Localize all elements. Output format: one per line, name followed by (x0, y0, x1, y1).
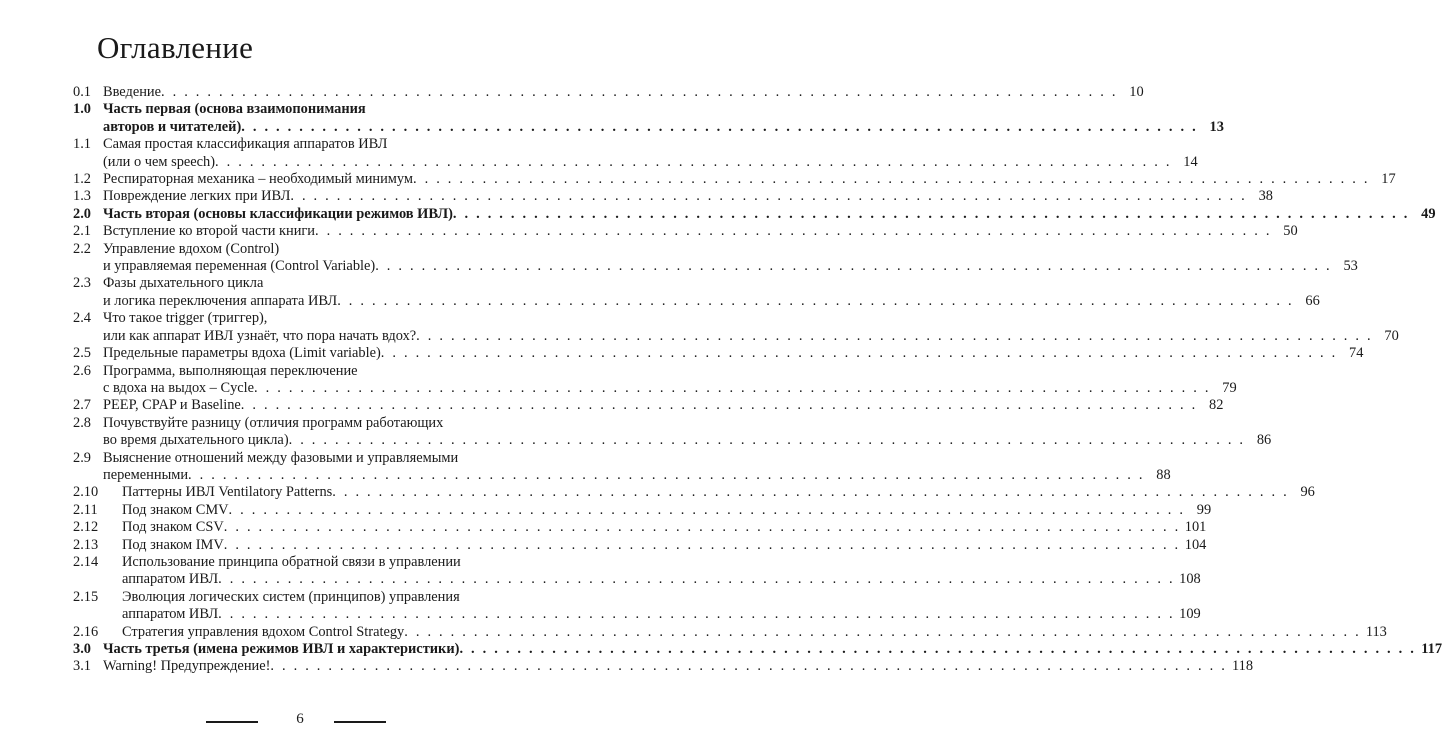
toc-entry-line (103, 136, 525, 153)
toc-entry-title: Введение (103, 84, 162, 100)
toc-entry-page: 113 (1365, 623, 1387, 640)
toc-leader-dots (289, 432, 1246, 449)
toc-entry[interactable] (73, 414, 1272, 450)
toc-entry-title: Часть вторая (основы классификации режимов ИВЛ) (103, 205, 453, 222)
toc-leader-dots (224, 519, 1181, 536)
toc-entry-body (103, 449, 1171, 485)
toc-entry-body (103, 397, 1224, 414)
toc-entry-line (103, 345, 1364, 362)
toc-entry-body (122, 588, 1201, 624)
toc-entry[interactable] (73, 658, 1254, 675)
toc-entry-number: 2.16 (73, 623, 99, 640)
toc-entry-number: 0.1 (73, 84, 91, 100)
toc-entry-page: 14 (1183, 153, 1198, 170)
toc-entry-line (103, 466, 1171, 484)
toc-entry-body (103, 136, 1198, 171)
toc-entry-body (103, 84, 1144, 101)
toc-entry-page: 70 (1384, 327, 1399, 344)
toc-leader-dots (413, 171, 1370, 188)
toc-entry-body (122, 623, 1387, 641)
toc-leader-dots (270, 658, 1227, 675)
toc-entry-title: или как аппарат ИВЛ узнаёт, что пора начать вдох? (103, 327, 417, 344)
toc-entry[interactable] (73, 588, 1201, 624)
toc-entry-number: 2.14 (73, 553, 99, 570)
toc-entry-title: Часть первая (основа взаимопонимания (103, 101, 366, 118)
toc-entry-number: 2.6 (73, 362, 91, 379)
toc-entry-title: Почувствуйте разницу (отличия программ работающих (103, 414, 444, 431)
toc-leader-dots (188, 467, 1145, 484)
toc-leader-dots (241, 119, 1198, 136)
toc-leader-dots (241, 397, 1198, 414)
toc-entry-body (103, 171, 1396, 188)
toc-entry-page: 66 (1305, 292, 1320, 309)
toc-entry-title: Что такое trigger (триггер), (103, 310, 268, 327)
toc-leader-dots (404, 624, 1361, 641)
toc-entry-page: 101 (1184, 519, 1207, 536)
toc-entry[interactable] (73, 397, 1224, 414)
footer-rule-right (334, 721, 386, 723)
toc-entry[interactable] (73, 623, 1387, 641)
toc-entry-title: Программа, выполняющая переключение (103, 362, 358, 379)
toc-entry[interactable] (73, 310, 1399, 345)
toc-entry-body (103, 658, 1254, 675)
toc-leader-dots (315, 223, 1272, 240)
toc-entry-number: 3.0 (73, 641, 91, 657)
toc-entry-number: 2.15 (73, 588, 99, 605)
toc-entry-line (103, 641, 1442, 658)
toc-entry-title: Предельные параметры вдоха (Limit variable) (103, 345, 381, 362)
toc-entry-line (122, 623, 1387, 641)
toc-entry-line (122, 606, 1201, 623)
toc-entry[interactable] (73, 345, 1364, 362)
toc-entry-page: 108 (1179, 571, 1201, 588)
toc-entry-page: 13 (1209, 118, 1224, 135)
toc-leader-dots (459, 641, 1416, 658)
toc-entry[interactable] (73, 362, 1237, 398)
toc-entry-page: 10 (1129, 84, 1144, 100)
toc-entry-title: Паттерны ИВЛ Ventilatory Patterns (122, 484, 333, 501)
toc-entry-line (103, 188, 1273, 205)
toc-leader-dots (453, 206, 1410, 223)
toc-entry-body (103, 240, 1358, 276)
toc-entry[interactable] (73, 641, 1442, 658)
toc-entry-number: 2.0 (73, 205, 91, 222)
toc-entry[interactable] (73, 136, 1198, 171)
toc-entry-title: Управление вдохом (Control) (103, 240, 280, 257)
toc-entry-line (103, 327, 1399, 345)
toc-entry-title: авторов и читателей) (103, 118, 242, 135)
toc-entry-body (103, 310, 1399, 345)
toc-entry-number: 2.5 (73, 345, 91, 362)
toc-leader-dots (224, 537, 1181, 554)
toc-entry-line (103, 275, 525, 292)
toc-entry[interactable] (73, 101, 1224, 136)
toc-entry-page: 82 (1209, 397, 1224, 414)
toc-entry-number: 2.1 (73, 223, 91, 240)
toc-leader-dots (337, 293, 1294, 310)
toc-entry-page: 74 (1349, 345, 1364, 362)
toc-leader-dots (254, 380, 1211, 397)
toc-entry[interactable] (73, 501, 1212, 519)
toc-entry-title: Респираторная механика – необходимый минимум (103, 171, 414, 188)
toc-entry[interactable] (73, 536, 1207, 554)
toc-entry[interactable] (73, 223, 1298, 240)
toc-entry-title: Эволюция логических систем (принципов) управления (122, 588, 460, 605)
toc-entry-number: 2.13 (73, 536, 99, 553)
toc-entry-page: 117 (1421, 641, 1442, 657)
toc-entry-body (122, 484, 1315, 501)
toc-entry[interactable] (73, 484, 1315, 501)
page-footer (0, 707, 600, 737)
toc-leader-dots (229, 502, 1186, 519)
toc-entry-line (103, 363, 525, 380)
toc-entry-line (103, 101, 525, 118)
toc-leader-dots (290, 188, 1247, 205)
toc-leader-dots (332, 484, 1289, 501)
toc-entry-body (122, 519, 1207, 536)
toc-entry[interactable] (73, 205, 1436, 223)
toc-entry-page: 17 (1381, 171, 1396, 188)
toc-entry-body (122, 536, 1207, 554)
toc-entry-title: Использование принципа обратной связи в управлении (122, 553, 461, 570)
toc-entry-line (103, 118, 1224, 136)
toc-leader-dots (218, 571, 1175, 588)
toc-entry-line (122, 501, 1212, 519)
toc-entry[interactable] (73, 553, 1201, 589)
toc-entry-page: 99 (1196, 501, 1212, 518)
toc-entry-title: во время дыхательного цикла) (103, 432, 289, 449)
toc-entry-title: Вступление ко второй части книги (103, 223, 316, 240)
toc-entry-number: 2.2 (73, 240, 91, 257)
toc-entry-number: 1.1 (73, 136, 91, 153)
toc-entry-number: 2.8 (73, 414, 91, 431)
toc-entry-title: Стратегия управления вдохом Control Strategy (122, 623, 405, 640)
toc-entry-body (103, 641, 1442, 658)
toc-entry-line (103, 205, 1436, 223)
toc-entry-body (103, 345, 1364, 362)
toc-entry[interactable] (73, 275, 1320, 310)
toc-entry-page: 49 (1421, 205, 1436, 222)
toc-entry-number: 2.11 (73, 501, 98, 518)
toc-entry-title: с вдоха на выдох – Cycle (103, 379, 255, 396)
toc-entry-title: и логика переключения аппарата ИВЛ (103, 292, 338, 309)
toc-leader-dots (416, 328, 1373, 345)
toc-entry-line (103, 292, 1320, 310)
toc-entry-title: Под знаком IMV (122, 536, 224, 553)
toc-entry[interactable] (73, 449, 1171, 485)
toc-entry-title: аппаратом ИВЛ (122, 571, 219, 588)
toc-leader-dots (218, 606, 1175, 623)
toc-entry-number: 2.4 (73, 310, 91, 327)
toc-entry-number: 2.10 (73, 484, 99, 501)
toc-entry-page: 50 (1283, 223, 1298, 240)
toc-entry-number: 2.3 (73, 275, 91, 292)
toc-entry-line (103, 379, 1237, 397)
toc-entry-title: Самая простая классификация аппаратов ИВЛ (103, 136, 388, 153)
page-number: 6 (296, 711, 304, 727)
toc-entry-line (103, 153, 1198, 171)
toc-entry-number: 1.0 (73, 101, 91, 118)
toc-entry[interactable] (73, 240, 1358, 276)
toc-entry-page: 38 (1258, 188, 1273, 205)
toc-entry-title: Выяснение отношений между фазовыми и управляемыми (103, 449, 459, 466)
toc-entry-number: 2.9 (73, 449, 91, 466)
toc-entry-body (103, 414, 1272, 450)
toc-entry-line (103, 171, 1396, 188)
toc-entry[interactable] (73, 171, 1396, 188)
toc-entry-title: Под знаком CMV (122, 501, 229, 518)
toc-entry-line (103, 658, 1254, 675)
toc-entry-line (103, 432, 1272, 449)
toc-entry-line (103, 84, 1144, 101)
toc-entry-title: (или о чем speech) (103, 153, 216, 170)
toc-entry-body (103, 188, 1273, 205)
toc-entry-number: 2.12 (73, 519, 99, 536)
toc-entry[interactable] (73, 84, 1144, 101)
toc-entry-line (103, 450, 525, 467)
toc-entry-body (103, 362, 1237, 398)
toc-leader-dots (161, 84, 1118, 101)
toc-leader-dots (215, 154, 1172, 171)
toc-entry-page: 118 (1231, 658, 1254, 675)
footer-rule-left (206, 721, 258, 723)
toc-entry-line (103, 223, 1298, 240)
toc-entry-page: 96 (1300, 484, 1315, 501)
toc-entry-number: 3.1 (73, 658, 91, 675)
toc-entry-body (122, 553, 1201, 589)
toc-entry-page: 86 (1256, 432, 1272, 449)
toc-entry-title: переменными (103, 466, 189, 483)
toc-entry-line (122, 554, 525, 571)
table-of-contents (73, 84, 1442, 676)
toc-entry-number: 2.7 (73, 397, 91, 414)
toc-entry-body (103, 205, 1436, 223)
toc-entry-line (122, 589, 525, 606)
toc-entry-title: Часть третья (имена режимов ИВЛ и характеристики) (103, 641, 460, 657)
toc-entry-body (103, 275, 1320, 310)
toc-entry-line (122, 519, 1207, 536)
toc-entry-page: 88 (1156, 466, 1171, 483)
toc-entry-title: аппаратом ИВЛ (122, 606, 219, 623)
toc-entry-title: Под знаком CSV (122, 519, 224, 536)
toc-entry-line (122, 484, 1315, 501)
toc-entry-line (122, 571, 1201, 588)
toc-entry-page: 104 (1184, 536, 1207, 553)
toc-entry-body (103, 101, 1224, 136)
toc-entry-line (122, 536, 1207, 554)
toc-entry-number: 1.2 (73, 171, 91, 188)
toc-leader-dots (375, 258, 1332, 275)
toc-entry-body (103, 223, 1298, 240)
toc-entry-page: 79 (1222, 379, 1237, 396)
toc-entry-line (103, 415, 525, 432)
toc-entry-title: PEEP, CPAP и Baseline (103, 397, 241, 414)
toc-entry-title: Warning! Предупреждение! (103, 658, 271, 675)
toc-entry-number: 1.3 (73, 188, 91, 205)
toc-entry-page: 53 (1343, 258, 1358, 275)
toc-entry-line (103, 397, 1224, 414)
toc-entry[interactable] (73, 188, 1273, 205)
toc-entry-title: Фазы дыхательного цикла (103, 275, 264, 292)
toc-entry-title: Повреждение легких при ИВЛ (103, 188, 291, 205)
toc-entry-page: 109 (1179, 606, 1201, 623)
toc-entry-body (122, 501, 1212, 519)
toc-entry-line (103, 241, 525, 258)
toc-entry-title: и управляемая переменная (Control Variable) (103, 258, 376, 275)
toc-entry-line (103, 310, 525, 327)
toc-leader-dots (381, 345, 1338, 362)
page-title: Оглавление (97, 30, 254, 65)
toc-entry-line (103, 258, 1358, 275)
toc-entry[interactable] (73, 519, 1207, 536)
